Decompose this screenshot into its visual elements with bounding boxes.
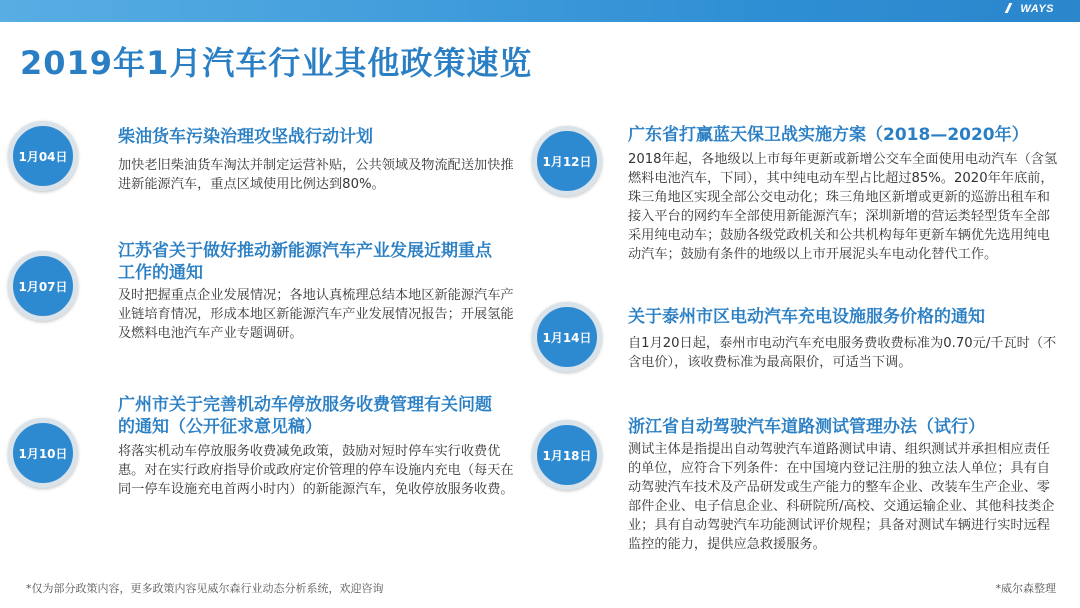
policy-title: 广州市关于完善机动车停放服务收费管理有关问题的通知（公开征求意见稿）: [118, 395, 492, 437]
policy-body: 自1月20日起，泰州市电动汽车充电服务费收费标准为0.70元/千瓦时（不含电价），该收费标准为最高限价，可适当下调。: [628, 336, 1057, 370]
date-badge: 1月10日: [8, 418, 78, 488]
date-badge: 1月07日: [8, 251, 78, 321]
date-badge: 1月18日: [532, 420, 602, 490]
date-badge: 1月14日: [532, 302, 602, 372]
policy-title: 江苏省关于做好推动新能源汽车产业发展近期重点工作的通知: [118, 241, 492, 283]
policy-body: 加快老旧柴油货车淘汰并制定运营补贴，公共领域及物流配送加快推进新能源汽车，重点区域使用比例达到80%。: [118, 158, 514, 192]
policy-body: 测试主体是指提出自动驾驶汽车道路测试申请、组织测试并承担相应责任的单位，应符合下列条件：在中国境内登记注册的独立法人单位；具有自动驾驶汽车技术及产品研发或生产能力的整车企业、改装车生产企业、零部件企业、电子信息企业、科研院所/高校、交通运输企业、其他科技类企业；具有自动驾驶汽车功能测试评价规程；具备对测试车辆进行实时远程监控的能力，提供应急救援服务。: [628, 442, 1055, 552]
top-banner: [0, 0, 1080, 22]
policy-body: 及时把握重点企业发展情况；各地认真梳理总结本地区新能源汽车产业链培育情况，形成本地区新能源汽车产业发展情况报告；开展氢能及燃料电池汽车产业专题调研。: [118, 288, 514, 341]
brand-name: WAYS: [1020, 3, 1054, 15]
policy-title: 浙江省自动驾驶汽车道路测试管理办法（试行）: [628, 417, 985, 437]
brand-logo: [1007, 3, 1054, 15]
policy-body: 2018年起，各地级以上市每年更新或新增公交车全面使用电动汽车（含氢燃料电池汽车，下同），其中纯电动车型占比超过85%。2020年年底前，珠三角地区实现全部公交电动化；珠三角地区新增或更新的巡游出租车和接入平台的网约车全部使用新能源汽车；深圳新增的营运类轻型货车全部采用纯电动车；鼓励各级党政机关和公共机构每年更新车辆优先选用纯电动汽车；鼓励有条件的地级以上市开展泥头车电动化替代工作。: [628, 152, 1058, 262]
date-badge: 1月12日: [532, 126, 602, 196]
footer-source: *威尔森整理: [995, 582, 1056, 595]
policy-title: 柴油货车污染治理攻坚战行动计划: [118, 127, 373, 147]
policy-title: 关于泰州市区电动汽车充电设施服务价格的通知: [628, 307, 985, 327]
page-title: 2019年1月汽车行业其他政策速览: [20, 44, 533, 82]
logo-mark-icon: [1005, 3, 1020, 13]
policy-body: 将落实机动车停放服务收费减免政策，鼓励对短时停车实行收费优惠。对在实行政府指导价或政府定价管理的停车设施内充电（每天在同一停车设施充电首两小时内）的新能源汽车，免收停放服务收费。: [118, 444, 514, 497]
policy-title: 广东省打赢蓝天保卫战实施方案（2018—2020年）: [628, 125, 1029, 145]
footer-note: *仅为部分政策内容，更多政策内容见威尔森行业动态分析系统，欢迎咨询: [26, 582, 384, 595]
date-badge: 1月04日: [8, 121, 78, 191]
